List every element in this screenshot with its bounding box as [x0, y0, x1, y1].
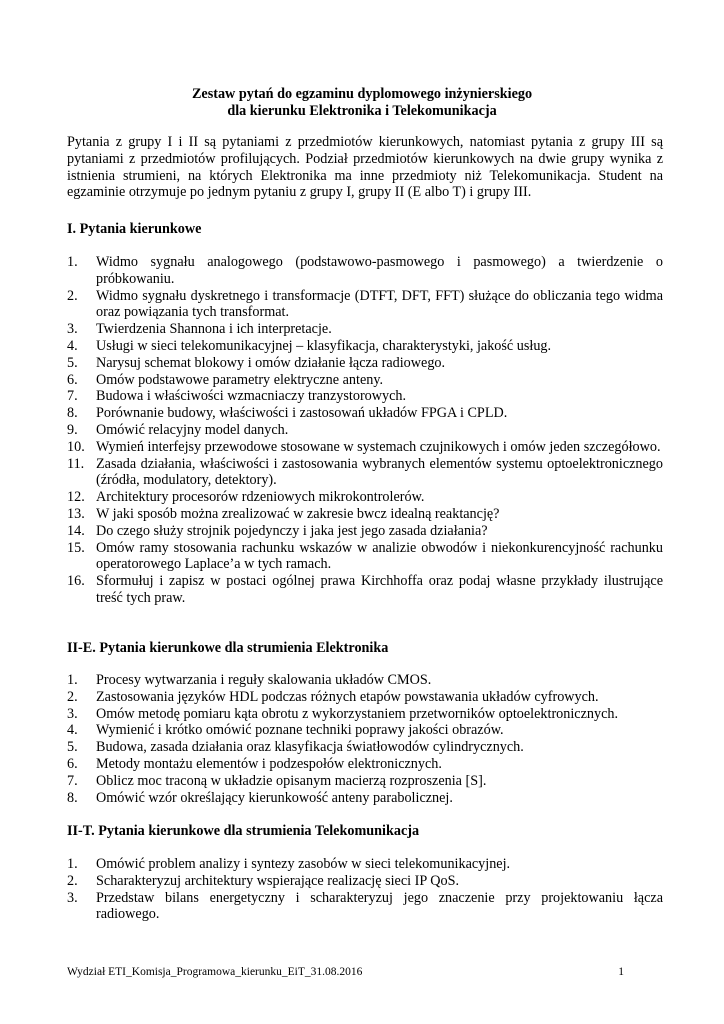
question-text: Widmo sygnału dyskretnego i transformacje (DTFT, DFT, FFT) służące do obliczania tego widma oraz powiązania tych transformat. [96, 287, 663, 321]
section-heading-electronics: II-E. Pytania kierunkowe dla strumienia Elektronika [67, 640, 389, 656]
list-item [67, 773, 663, 790]
question-text: Wymienić i krótko omówić poznane techniki poprawy jakości obrazów. [96, 722, 504, 739]
question-text: Do czego służy strojnik pojedynczy i jaka jest jego zasada działania? [96, 522, 488, 539]
question-number: 2. [67, 287, 78, 304]
list-item [67, 338, 663, 355]
list-item [67, 506, 663, 523]
question-number: 5. [67, 354, 78, 371]
list-item [67, 439, 663, 456]
list-item [67, 856, 663, 873]
question-text: Budowa, zasada działania oraz klasyfikacja światłowodów cylindrycznych. [96, 739, 524, 756]
list-item [67, 890, 663, 924]
question-number: 4. [67, 722, 78, 739]
question-list-electronics [67, 672, 663, 806]
list-item [67, 873, 663, 890]
question-text: Widmo sygnału analogowego (podstawowo-pasmowego i pasmowego) a twierdzenie o próbkowaniu. [96, 254, 663, 287]
question-text: Budowa i właściwości wzmacniaczy tranzystorowych. [96, 388, 407, 405]
list-item [67, 540, 663, 574]
section-heading-telecommunications: II-T. Pytania kierunkowe dla strumienia Telekomunikacja [67, 823, 420, 839]
list-item [67, 355, 663, 372]
question-text: Zastosowania języków HDL podczas różnych etapów powstawania układów cyfrowych. [96, 688, 599, 705]
question-number: 3. [67, 321, 78, 338]
question-text: Wymień interfejsy przewodowe stosowane w systemach czujnikowych i omów jeden szczegółowo. [96, 438, 661, 455]
question-text: W jaki sposób można zrealizować w zakresie bwcz idealną reaktancję? [96, 505, 500, 522]
question-text: Porównanie budowy, właściwości i zastosowań układów FPGA i CPLD. [96, 405, 508, 422]
footer-document-id: Wydział ETI_Komisja_Programowa_kierunku_EiT_31.08.2016 [67, 966, 363, 978]
question-text: Omów ramy stosowania rachunku wskazów w analizie obwodów i niekonkurencyjność rachunku operatorowego Laplace’a w tych ramach. [96, 539, 663, 573]
question-text: Twierdzenia Shannona i ich interpretacje. [96, 321, 332, 338]
question-number: 6. [67, 755, 78, 772]
question-number: 3. [67, 889, 78, 906]
question-text: Scharakteryzuj architektury wspierające realizację sieci IP QoS. [96, 872, 460, 889]
list-item [67, 790, 663, 807]
question-text: Zasada działania, właściwości i zastosowania wybranych elementów systemu optoelektronicznego (źródła, modulatory, detektory). [96, 455, 663, 489]
list-item [67, 689, 663, 706]
question-number: 11. [67, 455, 85, 472]
question-number: 14. [67, 522, 85, 539]
question-number: 1. [67, 856, 78, 872]
question-number: 8. [67, 405, 78, 422]
intro-paragraph: Pytania z grupy I i II są pytaniami z przedmiotów kierunkowych, natomiast pytania z grupy III są pytaniami z przedmiotów profilujących. Podział przedmiotów kierunkowych na dwie grupy wynika z istnienia strumieni, na których Elektronika ma inne przedmioty niż Telekomunikacja. Student na egzaminie otrzymuje po jednym pytaniu z grupy I, grupy II (E albo T) i grupy III. [67, 134, 663, 201]
list-item [67, 672, 663, 689]
question-text: Usługi w sieci telekomunikacyjnej – klasyfikacja, charakterystyki, jakość usług. [96, 337, 552, 354]
list-item [67, 523, 663, 540]
question-text: Metody montażu elementów i podzespołów elektronicznych. [96, 755, 442, 772]
list-item [67, 706, 663, 723]
question-text: Oblicz moc traconą w układzie opisanym macierzą rozproszenia [S]. [96, 772, 487, 789]
question-text: Omówić relacyjny model danych. [96, 421, 289, 438]
question-text: Przedstaw bilans energetyczny i scharakteryzuj jego znaczenie przy projektowaniu łącza radiowego. [96, 889, 663, 923]
question-number: 6. [67, 371, 78, 388]
list-item [67, 739, 663, 756]
question-number: 1. [67, 254, 78, 270]
section-heading-general: I. Pytania kierunkowe [67, 221, 202, 237]
list-item [67, 388, 663, 405]
question-list-general [67, 254, 663, 607]
list-item [67, 756, 663, 773]
question-number: 7. [67, 772, 78, 789]
list-item [67, 288, 663, 322]
question-number: 5. [67, 739, 78, 756]
list-item [67, 405, 663, 422]
question-text: Procesy wytwarzania i reguły skalowania układów CMOS. [96, 672, 432, 688]
question-number: 8. [67, 789, 78, 806]
question-number: 7. [67, 388, 78, 405]
question-number: 2. [67, 688, 78, 705]
question-text: Omówić wzór określający kierunkowość anteny parabolicznej. [96, 789, 453, 806]
question-number: 15. [67, 539, 85, 556]
question-text: Narysuj schemat blokowy i omów działanie łącza radiowego. [96, 354, 446, 371]
document-title-line-2: dla kierunku Elektronika i Telekomunikacja [227, 103, 497, 119]
list-item [67, 422, 663, 439]
question-number: 2. [67, 872, 78, 889]
list-item [67, 573, 663, 607]
question-number: 4. [67, 337, 78, 354]
list-item [67, 321, 663, 338]
question-number: 1. [67, 672, 78, 688]
list-item [67, 489, 663, 506]
question-number: 3. [67, 705, 78, 722]
question-number: 13. [67, 505, 85, 522]
list-item [67, 456, 663, 490]
question-text: Sformułuj i zapisz w postaci ogólnej prawa Kirchhoffa oraz podaj własne przykłady ilustrujące treść tych praw. [96, 573, 663, 606]
list-item [67, 372, 663, 389]
question-number: 16. [67, 573, 85, 590]
list-item [67, 254, 663, 288]
question-text: Omówić problem analizy i syntezy zasobów w sieci telekomunikacyjnej. [96, 856, 511, 872]
document-title-line-1: Zestaw pytań do egzaminu dyplomowego inżynierskiego [191, 86, 533, 102]
question-number: 12. [67, 489, 85, 506]
list-item [67, 722, 663, 739]
footer-page-number: 1 [618, 966, 624, 978]
question-list-telecommunications [67, 856, 663, 923]
question-text: Omów metodę pomiaru kąta obrotu z wykorzystaniem przetworników optoelektronicznych. [96, 705, 619, 722]
question-text: Architektury procesorów rdzeniowych mikrokontrolerów. [96, 489, 425, 506]
question-number: 10. [67, 438, 85, 455]
question-text: Omów podstawowe parametry elektryczne anteny. [96, 371, 384, 388]
question-number: 9. [67, 421, 78, 438]
